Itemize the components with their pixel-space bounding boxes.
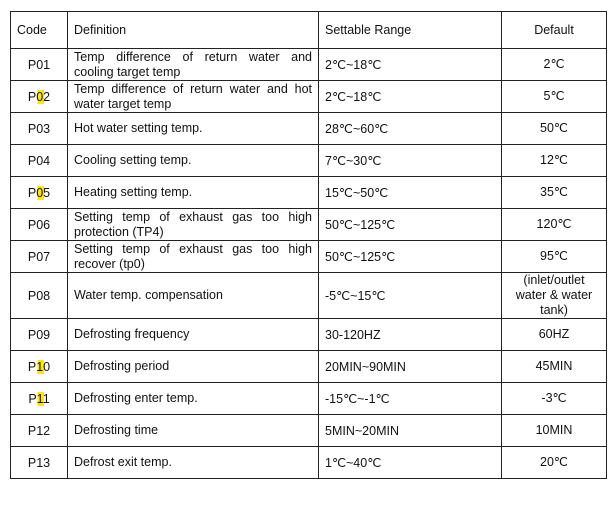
default-cell: 95℃ [502, 241, 607, 273]
range-cell: 20MIN~90MIN [319, 351, 502, 383]
definition-cell: Temp difference of return water and cooling target temp [68, 49, 319, 81]
default-cell: 2℃ [502, 49, 607, 81]
table-header-row [11, 12, 607, 49]
range-cell: -5℃~15℃ [319, 273, 502, 319]
definition-cell: Water temp. compensation [68, 273, 319, 319]
default-cell: 35℃ [502, 177, 607, 209]
definition-cell: Cooling setting temp. [68, 145, 319, 177]
code-cell: P12 [11, 415, 68, 447]
range-cell: 50℃~125℃ [319, 241, 502, 273]
parameter-table [10, 11, 607, 479]
code-highlight-marker: P02 [27, 89, 51, 104]
definition-cell: Defrosting frequency [68, 319, 319, 351]
table-row [11, 81, 607, 113]
default-cell: -3℃ [502, 383, 607, 415]
definition-cell: Defrost exit temp. [68, 447, 319, 479]
range-cell: 28℃~60℃ [319, 113, 502, 145]
table-row [11, 241, 607, 273]
header-default: Default [502, 12, 607, 49]
definition-cell: Defrosting period [68, 351, 319, 383]
definition-cell: Temp difference of return water and hot water target temp [68, 81, 319, 113]
default-cell: 20℃ [502, 447, 607, 479]
table-row [11, 177, 607, 209]
table-row [11, 351, 607, 383]
code-highlight-marker: P11 [28, 391, 50, 406]
table-row [11, 113, 607, 145]
range-cell: 15℃~50℃ [319, 177, 502, 209]
table-row [11, 145, 607, 177]
default-cell: 12℃ [502, 145, 607, 177]
definition-cell: Hot water setting temp. [68, 113, 319, 145]
range-cell: -15℃~-1℃ [319, 383, 502, 415]
default-cell: 10MIN [502, 415, 607, 447]
table-row [11, 209, 607, 241]
code-cell: P08 [11, 273, 68, 319]
header-definition: Definition [68, 12, 319, 49]
code-highlight-marker: P05 [27, 185, 51, 200]
code-cell [11, 81, 68, 113]
code-cell: P07 [11, 241, 68, 273]
header-settable-range: Settable Range [319, 12, 502, 49]
default-cell: (inlet/outlet water & water tank) [502, 273, 607, 319]
code-highlight-marker: P10 [27, 359, 51, 374]
table-row [11, 415, 607, 447]
definition-cell: Defrosting time [68, 415, 319, 447]
code-cell: P03 [11, 113, 68, 145]
default-cell: 120℃ [502, 209, 607, 241]
code-cell: P09 [11, 319, 68, 351]
code-cell: P13 [11, 447, 68, 479]
range-cell: 50℃~125℃ [319, 209, 502, 241]
code-cell [11, 177, 68, 209]
definition-cell: Defrosting enter temp. [68, 383, 319, 415]
range-cell: 30-120HZ [319, 319, 502, 351]
range-cell: 5MIN~20MIN [319, 415, 502, 447]
default-cell: 45MIN [502, 351, 607, 383]
table-row [11, 319, 607, 351]
code-cell: P01 [11, 49, 68, 81]
header-code: Code [11, 12, 68, 49]
default-cell: 5℃ [502, 81, 607, 113]
range-cell: 1℃~40℃ [319, 447, 502, 479]
code-cell: P06 [11, 209, 68, 241]
table-row [11, 447, 607, 479]
code-cell [11, 351, 68, 383]
table-row [11, 49, 607, 81]
definition-cell: Setting temp of exhaust gas too high recover (tp0) [68, 241, 319, 273]
default-cell: 50℃ [502, 113, 607, 145]
range-cell: 7℃~30℃ [319, 145, 502, 177]
code-cell [11, 383, 68, 415]
range-cell: 2℃~18℃ [319, 49, 502, 81]
default-cell: 60HZ [502, 319, 607, 351]
table-row [11, 273, 607, 319]
range-cell: 2℃~18℃ [319, 81, 502, 113]
code-cell: P04 [11, 145, 68, 177]
definition-cell: Heating setting temp. [68, 177, 319, 209]
definition-cell: Setting temp of exhaust gas too high protection (TP4) [68, 209, 319, 241]
table-row [11, 383, 607, 415]
